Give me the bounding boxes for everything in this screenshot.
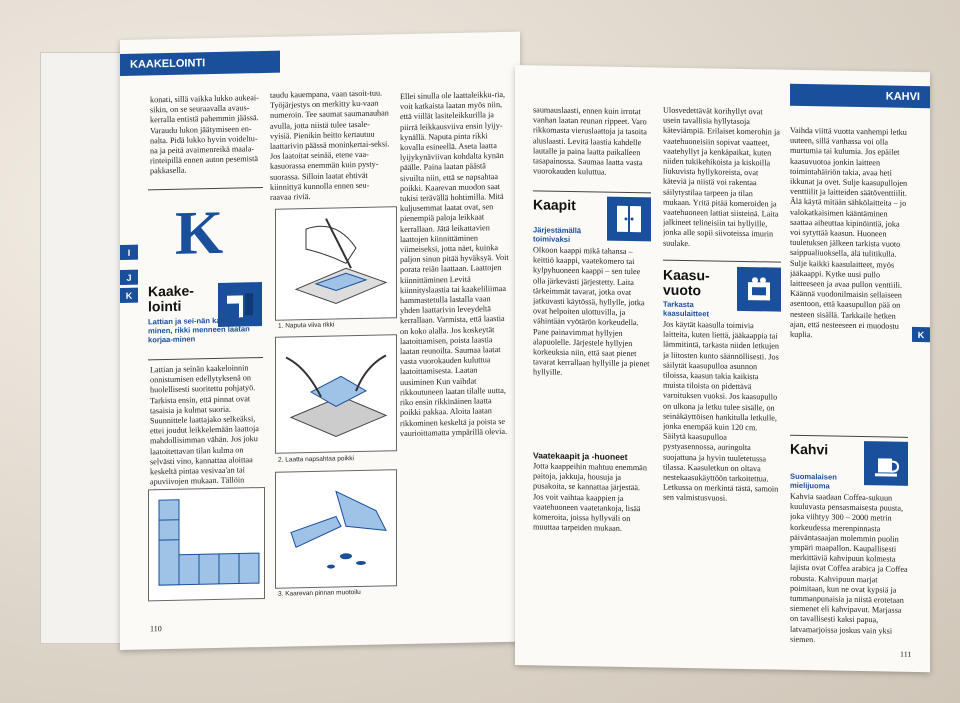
kaapit-body [533,245,651,442]
figure-2 [275,334,397,454]
left-header-bar [120,51,280,76]
right-col2-top-text: Ulosvedettävät korihyllyt ovat usein tavallisia hyllytasoja käteviämpiä. Erilaiset komerohin ja vaatehuoneisiin sopivat vaatteet, vaatehyllyt ja kenkäpaikat, kuten niiden tukikehikoista ja kiskoilla liukuvista hyllykoreista, ovat käteviä ja niistä voi rakentaa säilytystilaa tarpeen ja tilan mukaan. Yritä pitää komeroiden ja vaatehuoneen lattiat siisteinä. Laita jalkineet telineisiin tai hyllyille, jonka alle sopii siivoteissa imurin suulake. [663,105,780,248]
caption-1: 1. Naputa viiva rikki [278,321,335,330]
tab-k[interactable]: K [120,288,138,303]
tab-i[interactable]: I [120,245,138,260]
right-page [515,65,930,672]
tab-j[interactable]: J [120,270,138,285]
right-col3-top-text: Vaihda viittä vuotta vanhempi letku uuteen, sillä vanhassa voi olla murtumia tai kulumia. Jos epäilet kaasuvuotoa jonkin laitteen toimintahäiriön takia, avaa heti ikkunat ja ovet. Sulje kaasupullojen venttiilit ja laitteiden säätöventtiilit. Älä käytä mitään sähkölaitteita – jo valokatkaisimen kääntäminen saattaa aiheuttaa kipinöintiä, joka voi sytyttää kaasun. Huoneen tuuletuksen jälkeen tarkista vuoto saippualiuoksella, älä tulitikulla. Sulje kaikki kaasulaitteet, myös jääkaappi. Kytke uusi pullo laitteeseen ja avaa pullon venttiili. Käännä vuodonilmaisin sellaiseen asentoon, että kaasupullon pää on nesteen sisällä. Tarkkaile hetken ajan, että nesteeseen ei muodostu kuplia. [790,125,908,340]
left-col1-top [150,93,260,179]
kaakelointi-title: Kaake-lointi [148,282,194,315]
figure-3 [275,469,397,589]
right-divider-1 [533,190,651,193]
right-col2-top [663,106,781,258]
left-col1-body-text: Lattian ja seinän kaakeloinnin onnistumisen edellytyksenä on huolellisesti suoritettu pohjatyö. Tarkista ensin, että pinnat ovat tasaisia ja kulmat suoria. Suunnittele laattajako selkeäksi, ettei joudut leikkelemään laattoja mahdollisimman vähän. Jos joku laatoitettavan tilan kulma on selvästi vino, kannattaa aloittaa keskeltä pintaa vesivaa'an tai apuviivojen mukaan. Tällöin [150,363,259,487]
right-col1-top-text: saumauslaasti, ennen kuin irrotat vanhan laatan reunan rippeet. Varo rikkomasta vieruslaattoja ja tasoita aluslaasti. Levitä laastia kahdelle lautalle ja paina laatta paikalleen tasapainossa. Saumaa laatta vasta vuorokauden kuluttua. [533,105,647,177]
figure-1 [275,206,397,321]
kaasuvuoto-body-text: Jos käytät kaasulla toimivia laitteita, kuten liettä, jääkaappia tai lämmitintä, tarkasta niiden letkujen ja liitosten kunto säännöllisesti. Jos säilytät kaasupulloa asunnon tiloissa, kaasun takia kaikista muista tiloista on pidettävä varoituksen vuoksi. Jos kaasupullo on ulkona ja letku tulee sisälle, on seinäkäyttöisen hankitulla letkulle, jonka enempää kuin 120 cm. Säilytä kaasupulloa pystyasennossa, auringolta suojattuna ja hyvin tuuletetussa tilassa. Kaasuletkun on oltava nestekaasukäyttöön tarkoitettua. Letkussa on merkintä tästä, samoin sen valmistusvuosi. [663,319,779,504]
right-page-number: 111 [900,649,912,659]
kaasuvuoto-description: Tarkasta kaasulaitteet [663,299,710,319]
right-divider-2 [663,260,781,263]
kaapit-description: Järjestämällä toimivaksi [533,225,582,244]
vaatekaapit-body-text: Jotta kaappeihin mahtuu enemmän paitoja, jakkuja, housuja ja pusakoita, se kannattaa järjestää. Jos voit vaihtaa kaappien ja vaatehuoneen vaatetankoja, lisää komeroita, joissa hyllyväli on muuttaa tarpeiden mukaan. [533,461,647,534]
coffee-cup-icon [864,441,908,486]
page-stack [40,52,132,644]
kaakelointi-description: Lattian ja sei-nän kaakeloi-minen, rikki menneen laatan korjaa-minen [148,315,250,345]
cabinet-icon [607,197,651,242]
kaasuvuoto-body [663,320,781,642]
caption-3: 3. Kaarevan pinnan muotoilu [278,588,361,598]
kahvi-body [790,492,908,644]
kaasuvuoto-title: Kaasu-vuoto [663,266,710,299]
kaapit-body-text: Olkoon kaappi mikä tahansa – keittiö kaappi, vaatekomero tai kylpyhuoneen kaappi – sen tulee olla järkevästi järjestetty. Laita tärkeimmät tavarat, jotka ovat jatkuvasti käytössä, hyllylle, jotka ovat helpoiten ulottuvilla, ja vähintään vyötärön korkeudella. Pane painavimmat hyllyjen alapuolelle. Järjestele hyllyjen korkeuksia niin, että saat pienet tavarat kerrallaan hyllyille ja pienet hyllyille. [533,245,650,378]
left-col1-top-text: konati, sillä vaikka lukko aukeai-sikin, on se seuraavalla avaus-kerralla entistä pahemmin jäässä. Varaudu lukon jäätymiseen en-nalta. Pidä lukko hyvin voideltu-na ja peitä avaimenreikä maala-rinteipillä ennen auton pesemistä pakkasella. [150,93,259,176]
tile-wall-illustration [148,487,265,601]
left-col3-text: Ellei sinulla ole laattaleikku-ria, voit katkaista laatan myös niin, että viillät lasiteleikkurilla ja piirrä leikkausviiva ensin lyijy-kynällä. Naputa pinta rikki kovalla esineellä. Aseta laatta lyijykynäviivan kohdalta kynän päälle. Paina laatan päästä sivuilta niin, että se napsahtaa poikki. Kaarevan muodon saat tukisi terävällä hohtimilla. Mitä kuljusemmat laatat ovat, sen pienempiä paloja leikkaat kerrallaan. Jätä leikattavien laattojen kiinnittäminen viimeiseksi, jotta näet, kuinka paljon sinun pitää hyväksyä. Voit porata reiän laattaan. Laattojen kiinnittäminen Levitä kiinnityslaastia tai kaakeliliimaa hammastetulla lastalla vaan yhden laattarivin leveydeltä kerrallaan. Varmista, että laastia on koko alalla. Jos koskeytät laatoittamisen, poista laastia laatan reunoilta. Saumaa laatat vasta vuorokauden kuluttua laatoittamisesta. Laatan uusiminen Kun vaihdat rikkoutuneen laatan tilalle uutta, riko ensin rikkinäinen laatta poikki pakkaa. Aloita laatan rikkominen keskeltä ja poista se vaurioittamatta ympärillä olevia. [400,89,509,438]
right-header-title: KAHVI [885,90,920,104]
section-letter: K [175,198,224,268]
left-divider [148,187,263,190]
tab-k-right-1[interactable]: K [912,327,930,342]
left-col2-top-text: taudu kauempana, vaan tasoit-tuu. Työjärjestys on merkitty ku-vaan numeroin. Tee saumat saumanauhan avulla, jotta niistä tulee tasale-vyisiä. Pienikin heitto kertautuu laattarivin päässä moninkertai-seksi. Jos laatoitat seinää, etene vaa-kasuorassa enemmän kuin pysty-suorassa. Silloin laatat ehtivät kiinnittyä kunnolla ennen seu-raavaa riviä. [270,88,390,202]
left-divider-2 [148,357,263,360]
left-col2-top [270,88,390,205]
left-page [120,32,520,650]
left-header-title: KAAKELOINTI [130,57,206,71]
right-divider-3 [790,435,908,438]
kaapit-title: Kaapit [533,196,576,214]
kahvi-body-text: Kahvia saadaan Coffea-sukuun kuuluvasta pensasmaisesta puusta, joka viihtyy 300 – 2000 metrin korkeudessa merenpinnasta päiväntasaajan molemmin puolin ympäri maapallon. Kaupallisesti merkittäviä kahvipuun kolmesta lajista ovat Coffea arabica ja Coffea robusta. Kahvipuun marjat poimitaan, kun ne ovat kypsiä ja tummanpunaisia ja niistä erotetaan siemenet eli kahvipavut. Marjassa on tavallisesti kaksi papua, latvamarjoissa joskus vain yksi siemen. [790,491,908,644]
vaatekaapit-heading: Vaatekaapit ja -huoneet [533,450,628,462]
vaatekaapit-body [533,461,651,643]
right-col1-top [533,105,651,180]
caption-2: 2. Laatta napsahtaa poikki [278,455,354,464]
kahvi-title: Kahvi [790,440,829,458]
left-col1-body [150,363,265,500]
right-header-bar [790,84,930,108]
open-book [40,40,935,660]
kahvi-description: Suomalaisen mielijuoma [790,471,837,491]
left-page-number: 110 [150,624,162,634]
left-col3 [400,90,510,632]
right-col3-top [790,126,908,433]
gas-stove-icon [737,267,781,312]
